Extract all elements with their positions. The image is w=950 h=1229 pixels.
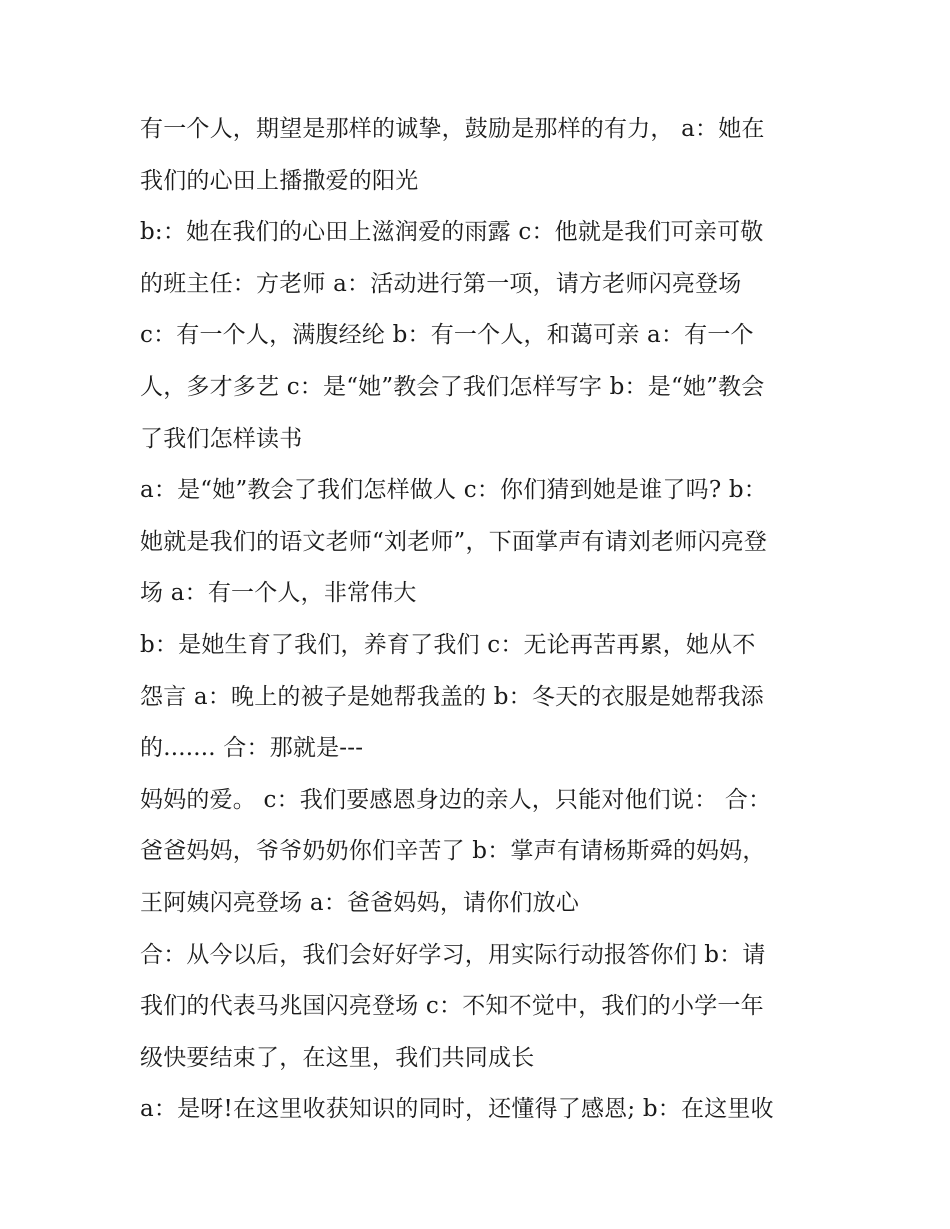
text-line: 场 a：有一个人，非常伟大: [140, 580, 417, 607]
text-line: 合：从今以后，我们会好好学习，用实际行动报答你们 b：请: [140, 941, 766, 968]
text-line: 王阿姨闪亮登场 a：爸爸妈妈，请你们放心: [140, 889, 580, 916]
text-line: 我们的代表马兆国闪亮登场 c：不知不觉中，我们的小学一年: [140, 993, 764, 1020]
text-line: 有一个人，期望是那样的诚挚，鼓励是那样的有力， a：她在: [140, 116, 765, 142]
text-line: 了我们怎样读书: [140, 425, 303, 452]
body-text: [140, 104, 820, 1136]
text-line: a：是“她”教会了我们怎样做人 c：你们猜到她是谁了吗? b：: [140, 477, 767, 504]
text-line: 的....... 合：那就是---: [140, 735, 364, 762]
text-line: 的班主任：方老师 a：活动进行第一项，请方老师闪亮登场: [140, 270, 742, 297]
text-line: 我们的心田上播撒爱的阳光: [140, 167, 419, 194]
text-line: 爸爸妈妈，爷爷奶奶你们辛苦了 b：掌声有请杨斯舜的妈妈，: [140, 838, 766, 865]
text-line: 妈妈的爱。 c：我们要感恩身边的亲人，只能对他们说： 合：: [140, 786, 772, 813]
text-line: 怨言 a：晚上的被子是她帮我盖的 b：冬天的衣服是她帮我添: [140, 683, 764, 710]
text-line: b：是她生育了我们，养育了我们 c：无论再苦再累，她从不: [140, 631, 756, 658]
text-line: c：有一个人，满腹经纶 b：有一个人，和蔼可亲 a：有一个: [140, 322, 754, 349]
text-line: 她就是我们的语文老师“刘老师”，下面掌声有请刘老师闪亮登: [140, 528, 768, 555]
text-line: b:：她在我们的心田上滋润爱的雨露 c：他就是我们可亲可敬: [140, 219, 764, 246]
text-line: a：是呀!在这里收获知识的同时，还懂得了感恩; b：在这里收: [140, 1096, 774, 1123]
text-line: 级快要结束了，在这里，我们共同成长: [140, 1044, 535, 1071]
text-line: 人，多才多艺 c：是“她”教会了我们怎样写字 b：是“她”教会: [140, 373, 765, 400]
